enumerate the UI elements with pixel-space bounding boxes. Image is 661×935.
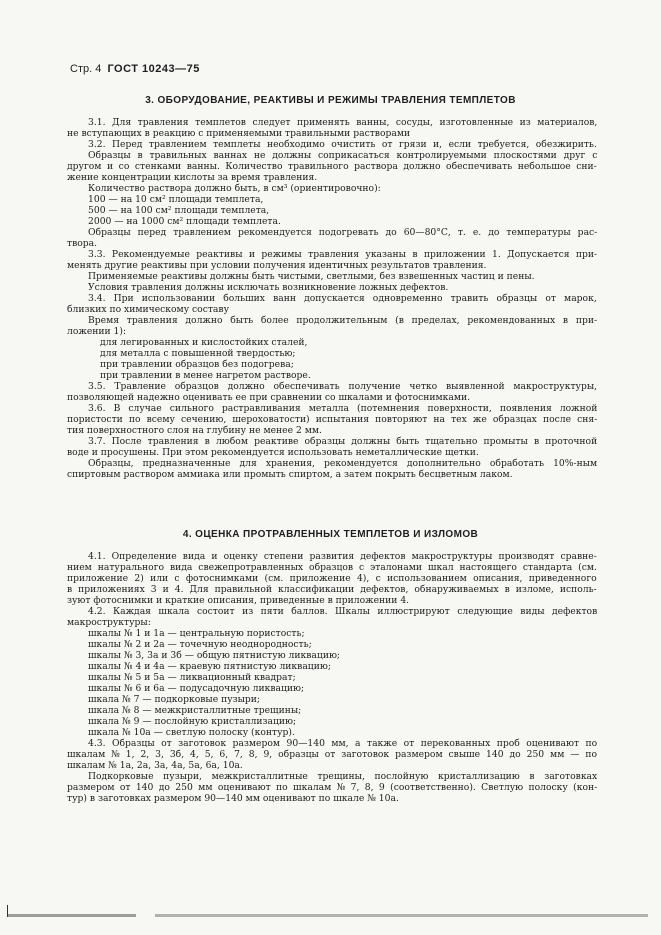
section3-line: Время травления должно быть более продолжительным (в пределах, рекомендованных в при-	[88, 315, 598, 326]
section4-line: 4.1. Определение вида и оценку степени развития дефектов макроструктуры производят сравне-	[88, 551, 597, 562]
page-number: Стр. 4	[70, 63, 102, 75]
section4-line: шкала № 10а — светлую полоску (контур).	[88, 727, 295, 738]
section3-line: другом и со стенками ванны. Количество травильного раствора должно обеспечивать небольшое сни-	[67, 161, 597, 172]
section4-line: шкалы № 4 и 4а — краевую пятнистую ликвацию;	[88, 661, 331, 672]
section3-line: 3.3. Рекомендуемые реактивы и режимы травления указаны в приложении 1. Допускается при-	[88, 249, 598, 260]
section3-line: 3.4. При использовании больших ванн допускается одновременно травить образцы от марок,	[88, 293, 597, 304]
section4-line: шкалы № 3, 3а и 3б — общую пятнистую ликвацию;	[88, 650, 341, 661]
section4-line: шкалам № 1а, 2а, 3а, 4а, 5а, 6а, 10а.	[67, 760, 243, 771]
section4-line: шкалы № 6 и 6а — подусадочную ликвацию;	[88, 683, 305, 694]
section3-line: позволяющей надежно оценивать ее при сравнении со шкалами и фотоснимками.	[67, 392, 471, 403]
section4-line: приложение 2) или с фотоснимками (см. приложение 4), с использованием описания, приведенного	[67, 573, 597, 584]
section3-line: при травлении в менее нагретом растворе.	[100, 370, 311, 381]
section3-line: Количество раствора должно быть, в см³ (ориентировочно):	[88, 183, 381, 194]
section3-line: тия поверхностного слоя на глубину не менее 2 мм.	[67, 425, 322, 436]
section3-line: 3.2. Перед травлением темплеты необходимо очистить от грязи и, если требуется, обезжирить.	[88, 139, 597, 150]
section4-line: нием натурального вида свежепротравленных образцов с эталонами шкал настоящего стандарта (см.	[67, 562, 597, 573]
section3-line: 500 — на 100 см² площади темплета,	[88, 205, 270, 216]
section-4-title: 4. ОЦЕНКА ПРОТРАВЛЕННЫХ ТЕМПЛЕТОВ И ИЗЛОМОВ	[182, 529, 479, 540]
section4-line: тур) в заготовках размером 90—140 мм оценивают по шкале № 10а.	[67, 793, 399, 804]
section3-line: Условия травления должны исключать возникновение ложных дефектов.	[88, 282, 449, 293]
section3-line: твора.	[67, 238, 98, 249]
section4-line: шкала № 7 — подкорковые пузыри;	[88, 694, 261, 705]
section3-line: Применяемые реактивы должны быть чистыми, светлыми, без взвешенных частиц и пены.	[88, 271, 535, 282]
section3-line: 2000 — на 1000 см² площади темплета.	[88, 216, 281, 227]
section3-line: 100 — на 10 см² площади темплета,	[88, 194, 264, 205]
section3-line: Образцы в травильных ваннах не должны соприкасаться контролируемыми плоскостями друг с	[88, 150, 598, 161]
section4-line: шкалы № 5 и 5а — ликвационный квадрат;	[88, 672, 296, 683]
section-3-title: 3. ОБОРУДОВАНИЕ, РЕАКТИВЫ И РЕЖИМЫ ТРАВЛЕНИЯ ТЕМПЛЕТОВ	[145, 95, 516, 106]
section4-line: Подкорковые пузыри, межкристаллитные трещины, послойную кристаллизацию в заготовках	[88, 771, 598, 782]
section3-line: Образцы перед травлением рекомендуется подогревать до 60—80°С, т. е. до температуры рас-	[88, 227, 598, 238]
section3-line: воде и просушены. При этом рекомендуется использовать неметаллические щетки.	[67, 447, 479, 458]
section4-line: шкалы № 1 и 1а — центральную пористость;	[88, 628, 305, 639]
section4-line: шкалы № 2 и 2а — точечную неоднородность;	[88, 639, 312, 650]
page-header	[70, 63, 200, 75]
section3-line: Образцы, предназначенные для хранения, рекомендуется дополнительно обработать 10%-ным	[88, 458, 598, 469]
section3-line: пористости по всему сечению, шероховатости) испытания повторяют на тех же образцах после сня-	[67, 414, 598, 425]
section4-line: размером от 140 до 250 мм оценивают по шкалам № 7, 8, 9 (соответственно). Светлую полоску (кон-	[67, 782, 598, 793]
section3-line: близких по химическому составу	[67, 304, 229, 315]
section4-line: шкала № 9 — послойную кристаллизацию;	[88, 716, 297, 727]
section3-line: не вступающих в реакцию с применяемыми травильными растворами	[67, 128, 411, 139]
standard-code: ГОСТ 10243—75	[107, 63, 200, 75]
section4-line: макроструктуры:	[67, 617, 151, 628]
scan-edge-line	[8, 914, 648, 917]
section3-line: для легированных и кислостойких сталей,	[100, 337, 308, 348]
section3-line: спиртовым раствором аммиака или промыть спиртом, а затем покрыть бесцветным лаком.	[67, 469, 513, 480]
section4-line: зуют фотоснимки и краткие описания, приведенные в приложении 4.	[67, 595, 410, 606]
section3-line: менять другие реактивы при условии получения идентичных результатов травления.	[67, 260, 487, 271]
section3-line: для металла с повышенной твердостью;	[100, 348, 296, 359]
section4-line: в приложениях 3 и 4. Для правильной классификации дефектов, обнаруживаемых в изломе, исполь-	[67, 584, 597, 595]
section3-line: 3.5. Травление образцов должно обеспечивать получение четко выявленной макроструктуры,	[88, 381, 598, 392]
section3-line: при травлении образцов без подогрева;	[100, 359, 294, 370]
section3-line: 3.6. В случае сильного растравливания металла (потемнения поверхности, появления ложной	[88, 403, 598, 414]
section4-line: 4.3. Образцы от заготовок размером 90—140 мм, а также от перекованных проб оценивают по	[88, 738, 598, 749]
section3-line: 3.7. После травления в любом реактиве образцы должны быть тщательно промыты в проточной	[88, 436, 598, 447]
section3-line: ложении 1):	[67, 326, 127, 337]
section4-line: 4.2. Каждая шкала состоит из пяти баллов. Шкалы иллюстрируют следующие виды дефектов	[88, 606, 598, 617]
section3-line: 3.1. Для травления темплетов следует применять ванны, сосуды, изготовленные из материалов,	[88, 117, 598, 128]
section3-line: жение концентрации кислоты за время травления.	[67, 172, 318, 183]
section4-line: шкалам № 1, 2, 3, 3б, 4, 5, 6, 7, 8, 9, образцы от заготовок размером свыше 140 до 250 мм — по	[67, 749, 598, 760]
section4-line: шкала № 8 — межкристаллитные трещины;	[88, 705, 302, 716]
